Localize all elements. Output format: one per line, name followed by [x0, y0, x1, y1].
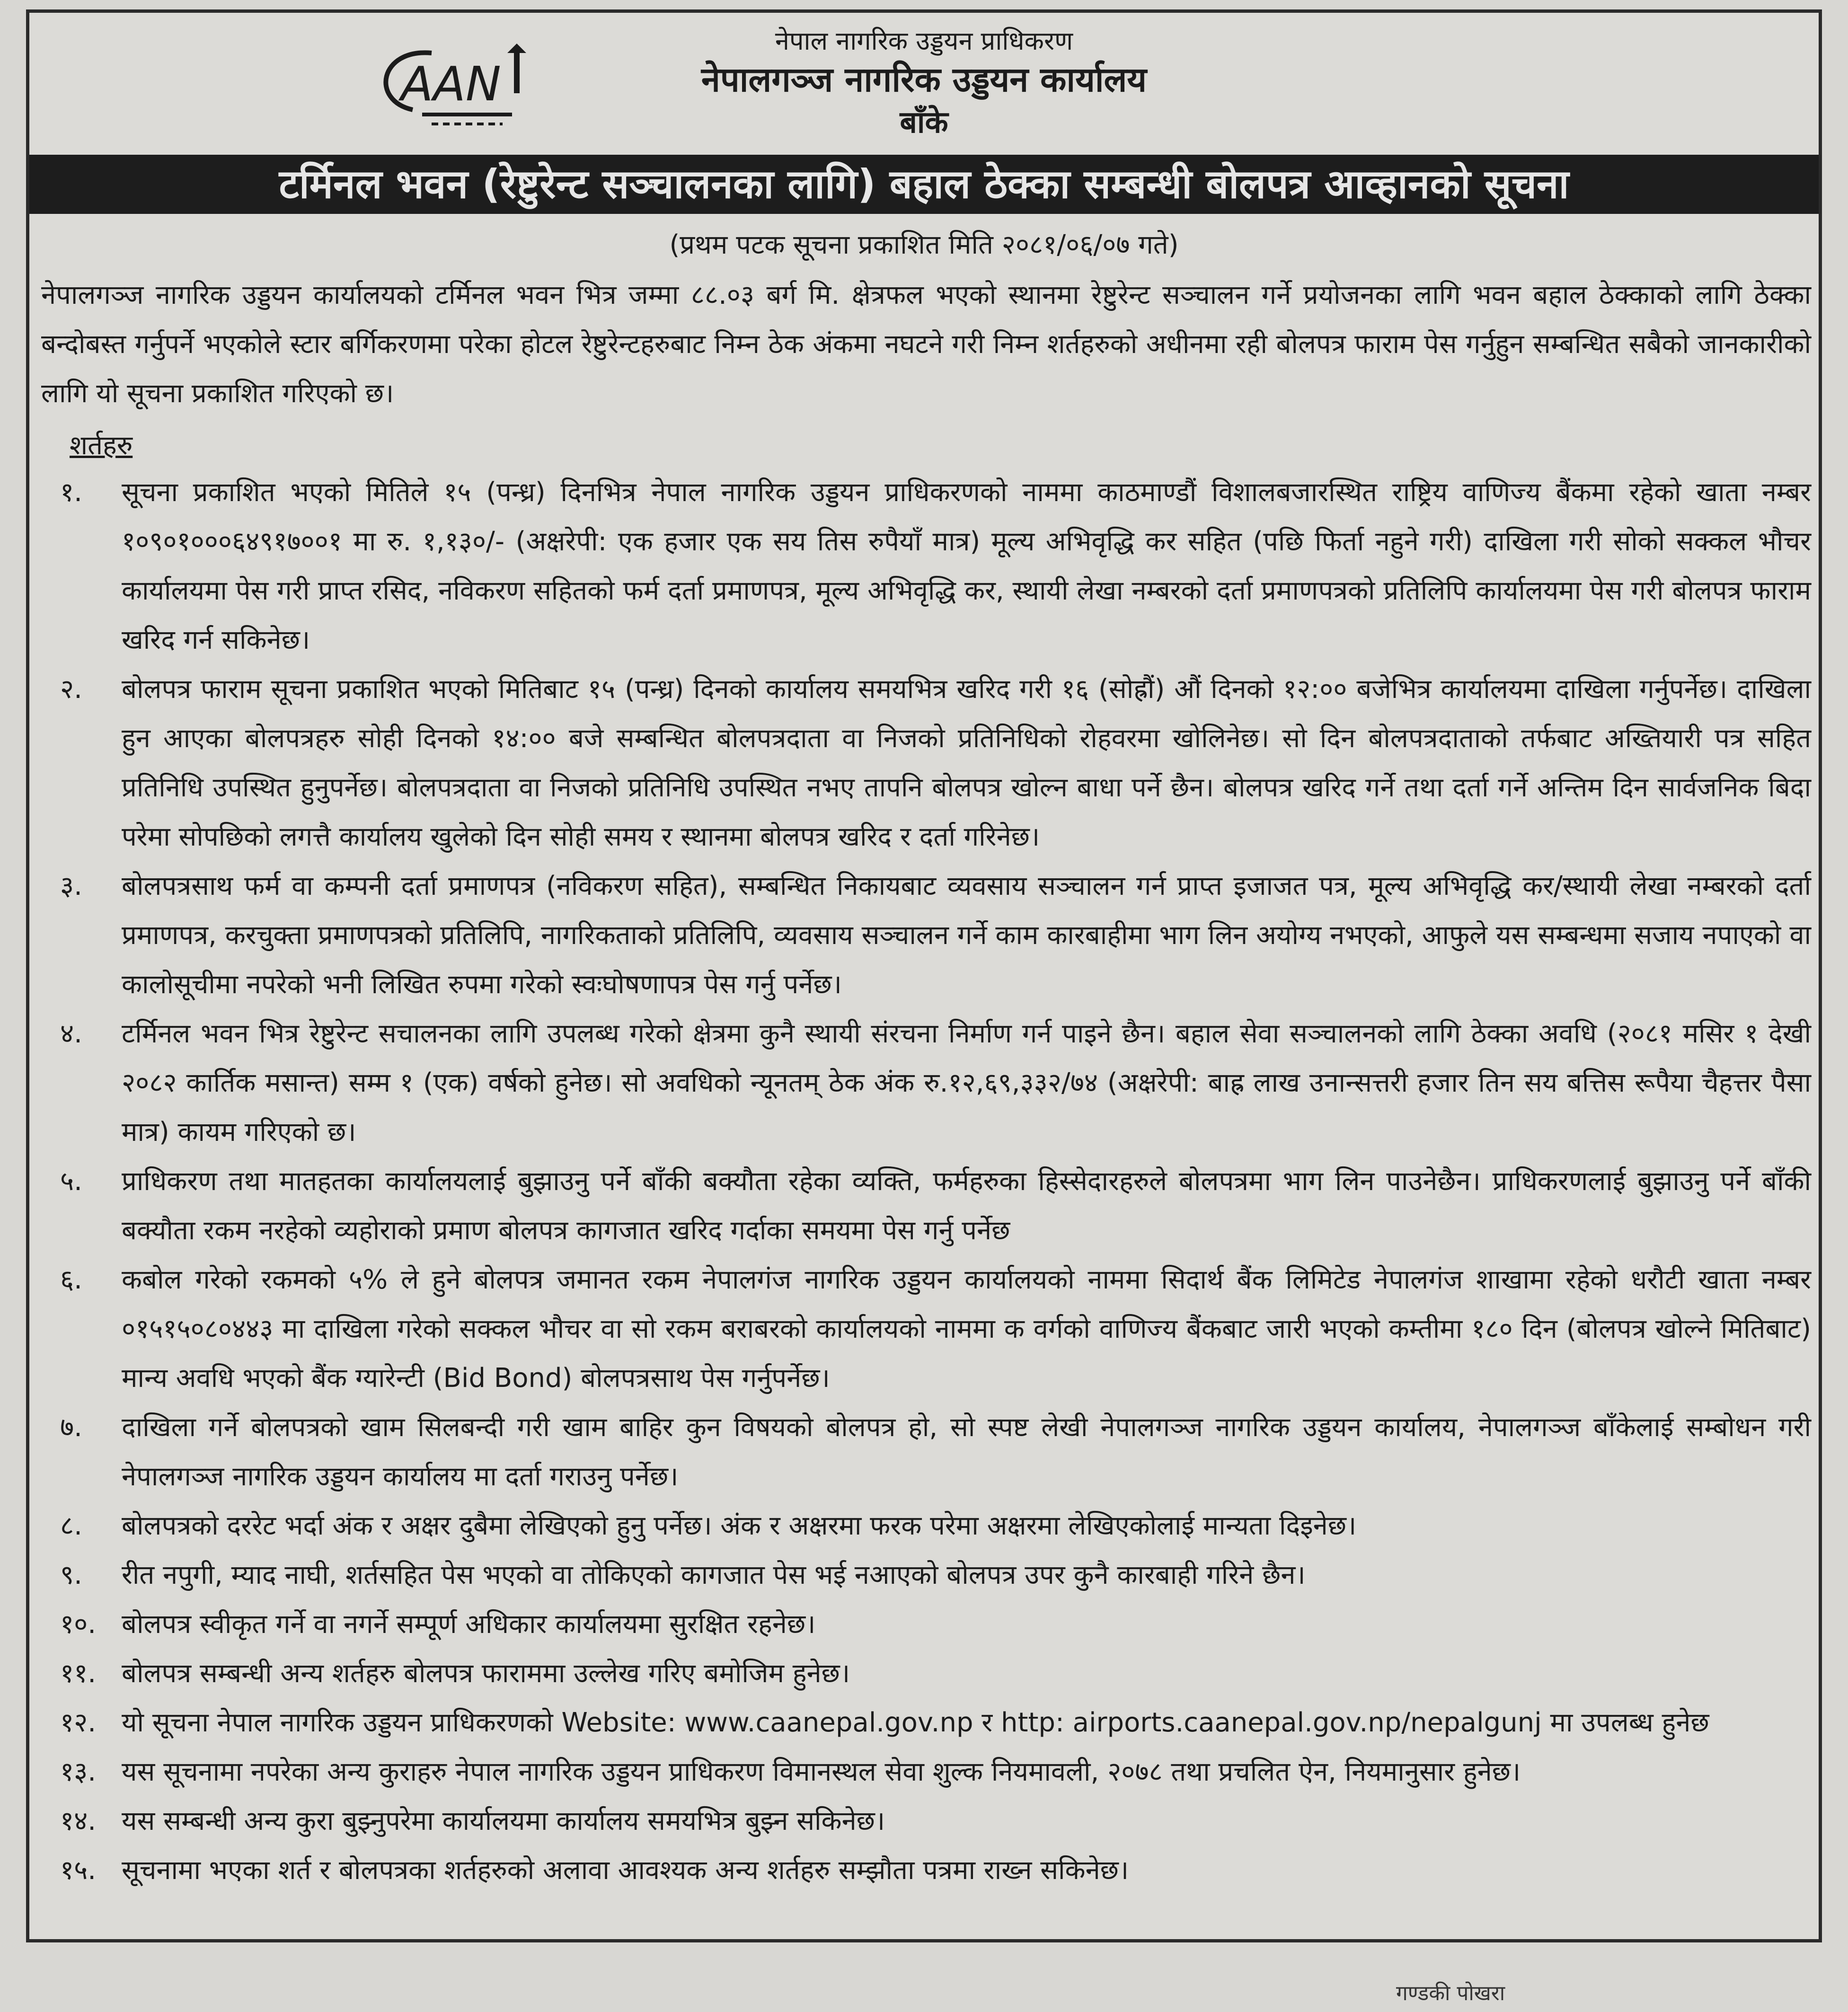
notice-body — [41, 271, 1811, 1895]
publish-date: (प्रथम पटक सूचना प्रकाशित मिति २०८१/०६/०७ गते) — [669, 229, 1179, 260]
condition-number: २. — [60, 674, 82, 705]
condition-number: ४. — [60, 1018, 82, 1049]
condition-number: १५. — [60, 1855, 97, 1886]
condition-text: बोलपत्र स्वीकृत गर्ने वा नगर्ने सम्पूर्ण अधिकार कार्यालयमा सुरक्षित रहनेछ। — [122, 1609, 816, 1640]
condition-text: दाखिला गर्ने बोलपत्रको खाम सिलबन्दी गरी खाम बाहिर कुन विषयको बोलपत्र हो, सो स्पष्ट लेखी नेपालगञ्ज नागरिक उड्डयन कार्यालय, नेपालगञ्ज बाँकेलाई सम्बोधन गरी नेपालगञ्ज नागरिक उड्डयन कार्यालय मा दर्ता गराउनु पर्नेछ। — [122, 1412, 1811, 1492]
condition-text: टर्मिनल भवन भित्र रेष्टुरेन्ट सचालनका लागि उपलब्ध गरेको क्षेत्रमा कुनै स्थायी संरचना निर्माण गर्न पाइने छैन। बहाल सेवा सञ्चालनको लागि ठेक्का अवधि (२०८१ मसिर १ देखी २०८२ कार्तिक मसान्त) सम्म १ (एक) वर्षको हुनेछ। सो अवधिको न्यूनतम् ठेक अंक रु.१२,६९,३३२/७४ (अक्षरेपी: बाह्र लाख उनान्सत्तरी हजार तिन सय बत्तिस रूपैया चैहत्तर पैसा मात्र) कायम गरिएको छ। — [122, 1018, 1811, 1147]
condition-text: बोलपत्रको दररेट भर्दा अंक र अक्षर दुबैमा लेखिएको हुनु पर्नेछ। अंक र अक्षरमा फरक परेमा अक्षरमा लेखिएकोलाई मान्यता दिइनेछ। — [122, 1510, 1357, 1541]
condition-item — [41, 1747, 1811, 1797]
notice-title: टर्मिनल भवन (रेष्टुरेन्ट सञ्चालनका लागि) बहाल ठेक्का सम्बन्धी बोलपत्र आव्हानको सूचना — [29, 155, 1819, 214]
condition-number: १४. — [60, 1806, 97, 1836]
condition-text: बोलपत्र सम्बन्धी अन्य शर्तहरु बोलपत्र फाराममा उल्लेख गरिए बमोजिम हुनेछ। — [122, 1658, 850, 1689]
condition-text: बोलपत्र फाराम सूचना प्रकाशित भएको मितिबाट १५ (पन्ध्र) दिनको कार्यालय समयभित्र खरिद गरी १६ (सोह्रौं) औं दिनको १२:०० बजेभित्र कार्यालयमा दाखिला गर्नुपर्नेछ। दाखिला हुन आएका बोलपत्रहरु सोही दिनको १४:०० बजे सम्बन्धित बोलपत्रदाता वा निजको प्रतिनिधिको रोहवरमा खोलिनेछ। सो दिन बोलपत्रदाताको तर्फबाट अख्तियारी पत्र सहित प्रतिनिधि उपस्थित हुनुपर्नेछ। बोलपत्रदाता वा निजको प्रतिनिधि उपस्थित नभए तापनि बोलपत्र खोल्न बाधा पर्ने छैन। बोलपत्र खरिद गर्ने तथा दर्ता गर्ने अन्तिम दिन सार्वजनिक बिदा परेमा सोपछिको लगत्तै कार्यालय खुलेको दिन सोही समय र स्थानमा बोलपत्र खरिद र दर्ता गरिनेछ। — [122, 674, 1811, 852]
condition-number: १३. — [60, 1756, 97, 1787]
condition-number: ६. — [60, 1264, 82, 1295]
condition-item — [41, 1698, 1811, 1747]
condition-item — [41, 1255, 1811, 1403]
condition-text: रीत नपुगी, म्याद नाघी, शर्तसहित पेस भएको वा तोकिएको कागजात पेस भई नआएको बोलपत्र उपर कुनै कारबाही गरिने छैन। — [122, 1560, 1306, 1590]
condition-item — [41, 1846, 1811, 1895]
condition-text: यस सम्बन्धी अन्य कुरा बुझ्नुपरेमा कार्यालयमा कार्यालय समयभित्र बुझ्न सकिनेछ। — [122, 1806, 885, 1836]
condition-text: बोलपत्रसाथ फर्म वा कम्पनी दर्ता प्रमाणपत्र (नविकरण सहित), सम्बन्धित निकायबाट व्यवसाय सञ्चालन गर्न प्राप्त इजाजत पत्र, मूल्य अभिवृद्धि कर/स्थायी लेखा नम्बरको दर्ता प्रमाणपत्र, करचुक्ता प्रमाणपत्रको प्रतिलिपि, नागरिकताको प्रतिलिपि, व्यवसाय सञ्चालन गर्ने काम कारबाहीमा भाग लिन अयोग्य नभएको, आफुले यस सम्बन्धमा सजाय नपाएको वा कालोसूचीमा नपरेको भनी लिखित रुपमा गरेको स्वःघोषणापत्र पेस गर्नु पर्नेछ। — [122, 871, 1811, 1000]
condition-number: १. — [60, 477, 82, 508]
condition-number: ११. — [60, 1658, 97, 1689]
svg-text:AAN: AAN — [401, 56, 501, 112]
condition-number: १०. — [60, 1609, 97, 1640]
condition-item — [41, 665, 1811, 862]
notice-header — [29, 13, 1819, 155]
office-location: बाँके — [900, 105, 948, 140]
conditions-list — [41, 468, 1811, 1895]
intro-paragraph: नेपालगञ्ज नागरिक उड्डयन कार्यालयको टर्मिनल भवन भित्र जम्मा ८८.०३ बर्ग मि. क्षेत्रफल भएको स्थानमा रेष्टुरेन्ट सञ्चालन गर्ने प्रयोजनका लागि भवन बहाल ठेक्काको लागि ठेक्का बन्दोबस्त गर्नुपर्ने भएकोले स्टार बर्गिकरणमा परेका होटल रेष्टुरेन्टहरुबाट निम्न ठेक अंकमा नघटने गरी निम्न शर्तहरुको अधीनमा रही बोलपत्र फाराम पेस गर्नुहुन सम्बन्धित सबैको जानकारीको लागि यो सूचना प्रकाशित गरिएको छ। — [41, 280, 1811, 409]
condition-text: यो सूचना नेपाल नागरिक उड्डयन प्राधिकरणको Website: www.caanepal.gov.np र http: airports.caanepal.gov.np/nepalgunj मा उपलब्ध हुनेछ — [122, 1707, 1709, 1738]
condition-item — [41, 1501, 1811, 1551]
authority-name: नेपाल नागरिक उड्डयन प्राधिकरण — [775, 26, 1073, 56]
condition-number: ९. — [60, 1560, 82, 1590]
office-name: नेपालगञ्ज नागरिक उड्डयन कार्यालय — [701, 60, 1147, 99]
condition-text: यस सूचनामा नपरेका अन्य कुराहरु नेपाल नागरिक उड्डयन प्राधिकरण विमानस्थल सेवा शुल्क नियमावली, २०७८ तथा प्रचलित ऐन, नियमानुसार हुनेछ। — [122, 1756, 1521, 1787]
condition-number: ३. — [60, 871, 82, 901]
condition-item — [41, 1009, 1811, 1157]
condition-item — [41, 1551, 1811, 1600]
condition-text: सूचना प्रकाशित भएको मितिले १५ (पन्ध्र) दिनभित्र नेपाल नागरिक उड्डयन प्राधिकरणको नाममा काठमाण्डौं विशालबजारस्थित राष्ट्रिय वाणिज्य बैंकमा रहेको खाता नम्बर १०९०१०००६४९१७००१ मा रु. १,१३०/- (अक्षरेपी: एक हजार एक सय तिस रुपैयाँ मात्र) मूल्य अभिवृद्धि कर सहित (पछि फिर्ता नहुने गरी) दाखिला गरी सोको सक्कल भौचर कार्यालयमा पेस गरी प्राप्त रसिद, नविकरण सहितको फर्म दर्ता प्रमाणपत्र, मूल्य अभिवृद्धि कर, स्थायी लेखा नम्बरको दर्ता प्रमाणपत्रको प्रतिलिपि कार्यालयमा पेस गरी बोलपत्र फाराम खरिद गर्न सकिनेछ। — [122, 477, 1811, 655]
condition-item — [41, 1797, 1811, 1846]
condition-text: प्राधिकरण तथा मातहतका कार्यालयलाई बुझाउनु पर्ने बाँकी बक्यौता रहेका व्यक्ति, फर्महरुका हिस्सेदारहरुले बोलपत्रमा भाग लिन पाउनेछैन। प्राधिकरणलाई बुझाउनु पर्ने बाँकी बक्यौता रकम नरहेको व्यहोराको प्रमाण बोलपत्र कागजात खरिद गर्दाका समयमा पेस गर्नु पर्नेछ — [122, 1166, 1811, 1246]
condition-item — [41, 862, 1811, 1009]
condition-item — [41, 468, 1811, 665]
condition-number: ८. — [60, 1510, 82, 1541]
conditions-heading: शर्तहरु — [70, 430, 133, 461]
condition-item — [41, 1157, 1811, 1255]
condition-text: कबोल गरेको रकमको ५% ले हुने बोलपत्र जमानत रकम नेपालगंज नागरिक उड्डयन कार्यालयको नाममा सिदार्थ बैंक लिमिटेड नेपालगंज शाखामा रहेको धरौटी खाता नम्बर ०१५१५०८०४४३ मा दाखिला गरेको सक्कल भौचर वा सो रकम बराबरको कार्यालयको नाममा क वर्गको वाणिज्य बैंकबाट जारी भएको कम्तीमा १८० दिन (बोलपत्र खोल्ने मितिबाट) मान्य अवधि भएको बैंक ग्यारेन्टी (Bid Bond) बोलपत्रसाथ पेस गर्नुपर्नेछ। — [122, 1264, 1811, 1394]
notice-box — [26, 9, 1822, 1942]
adjacent-ad-fragment: गण्डकी पोखरा — [1396, 1981, 1505, 2005]
condition-item — [41, 1600, 1811, 1649]
condition-item — [41, 1403, 1811, 1501]
condition-number: १२. — [60, 1707, 97, 1738]
condition-number: ७. — [60, 1412, 82, 1443]
condition-item — [41, 1649, 1811, 1698]
condition-number: ५. — [60, 1166, 82, 1197]
condition-text: सूचनामा भएका शर्त र बोलपत्रका शर्तहरुको अलावा आवश्यक अन्य शर्तहरु सम्झौता पत्रमा राख्न सकिनेछ। — [122, 1855, 1129, 1886]
